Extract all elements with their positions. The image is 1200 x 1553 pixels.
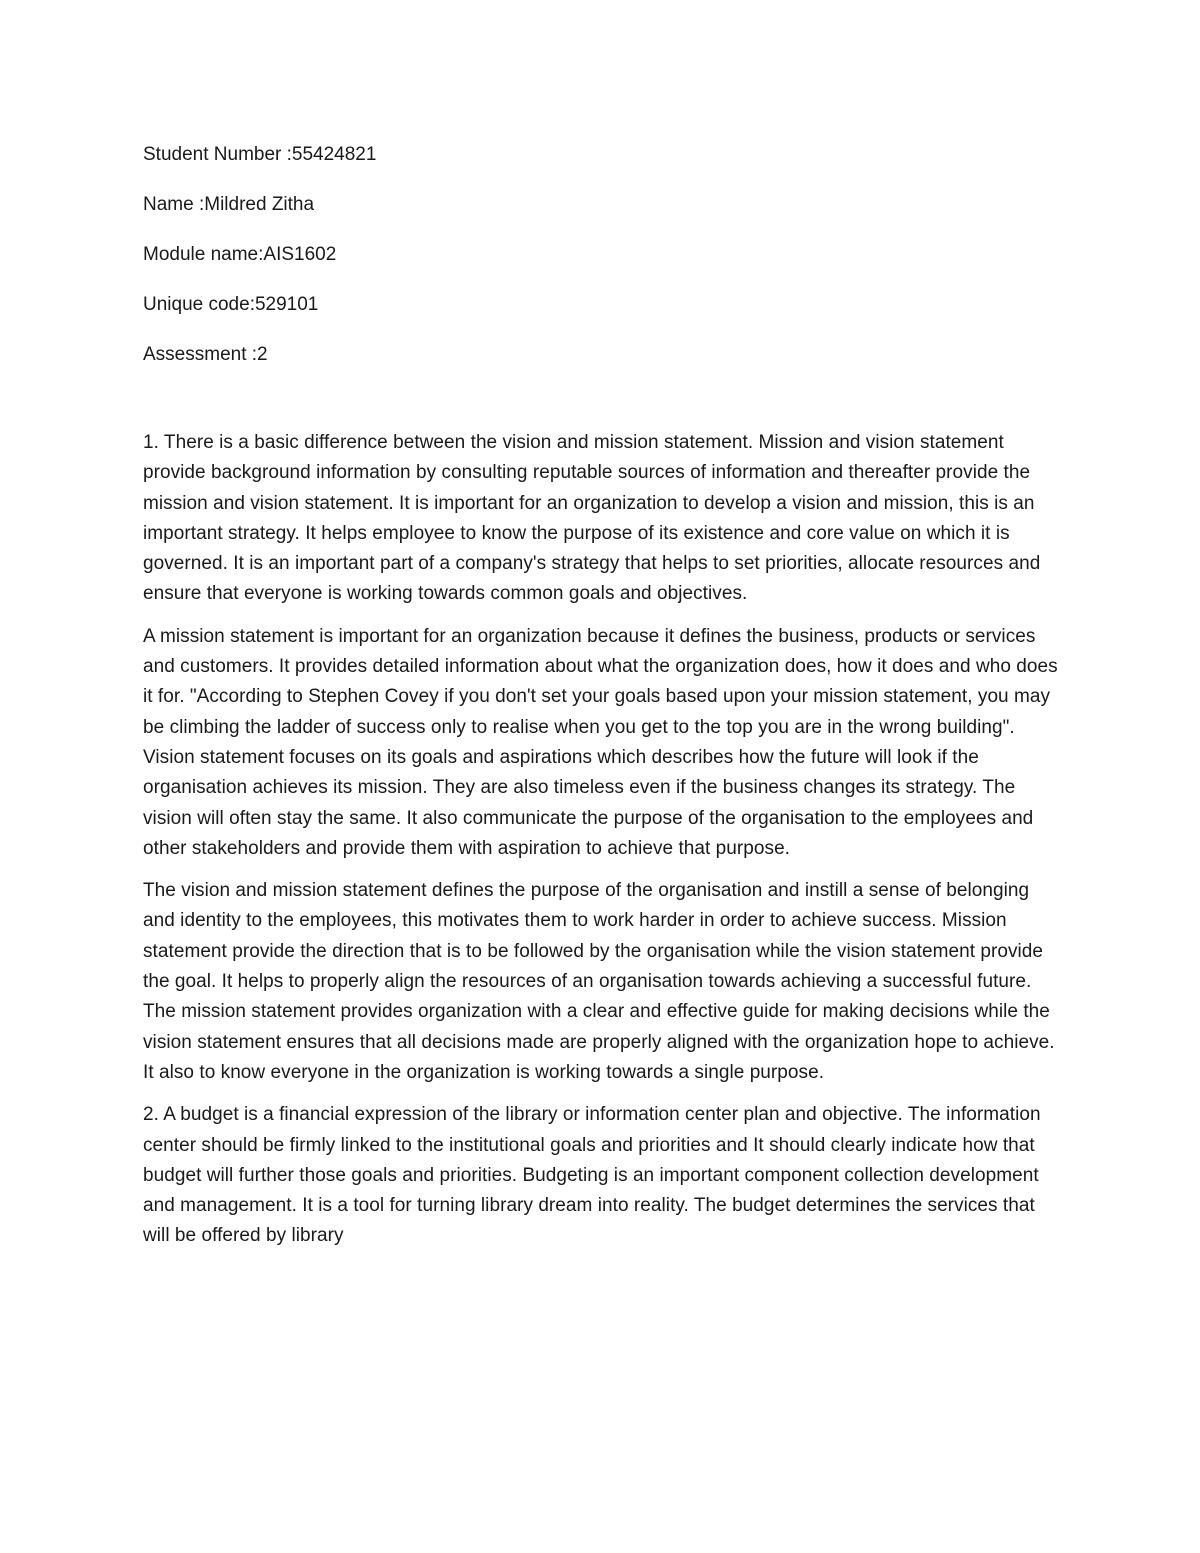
paragraph-2: A mission statement is important for an organization because it defines the business, products or services and customers. It provides detailed information about what the organization does, how it does and who does it for. "According to Stephen Covey if you don't set your goals based upon your mission statement, you may be climbing the ladder of success only to realise when you get to the top you are in the wrong building". Vision statement focuses on its goals and aspirations which describes how the future will look if the organisation achieves its mission. They are also timeless even if the business changes its strategy. The vision will often stay the same. It also communicate the purpose of the organisation to the employees and other stakeholders and provide them with aspiration to achieve that purpose. <box>143 625 1058 859</box>
assessment-number: Assessment :2 <box>143 344 268 365</box>
unique-code: Unique code:529101 <box>143 294 319 315</box>
document-content <box>143 142 1063 1264</box>
paragraph-1: 1. There is a basic difference between the vision and mission statement. Mission and vision statement provide background information by consulting reputable sources of information and thereafter provide the mission and vision statement. It is important for an organization to develop a vision and mission, this is an important strategy. It helps employee to know the purpose of its existence and core value on which it is governed. It is an important part of a company's strategy that helps to set priorities, allocate resources and ensure that everyone is working towards common goals and objectives. <box>143 432 1041 605</box>
paragraph-3: The vision and mission statement defines the purpose of the organisation and instill a sense of belonging and identity to the employees, this motivates them to work harder in order to achieve success. Mission statement provide the direction that is to be followed by the organisation while the vision statement provide the goal. It helps to properly align the resources of an organisation towards achieving a successful future. The mission statement provides organization with a clear and effective guide for making decisions while the vision statement ensures that all decisions made are properly aligned with the organization hope to achieve. It also to know everyone in the organization is working towards a single purpose. <box>143 880 1055 1083</box>
student-name: Name :Mildred Zitha <box>143 194 315 215</box>
student-details <box>143 142 1063 368</box>
paragraph-4: 2. A budget is a financial expression of the library or information center plan and objective. The information center should be firmly linked to the institutional goals and priorities and It should clearly indicate how that budget will further those goals and priorities. Budgeting is an important component collection development and management. It is a tool for turning library dream into reality. The budget determines the services that will be offered by library <box>143 1104 1041 1247</box>
module-name: Module name:AIS1602 <box>143 244 337 265</box>
student-number: Student Number :55424821 <box>143 144 377 165</box>
